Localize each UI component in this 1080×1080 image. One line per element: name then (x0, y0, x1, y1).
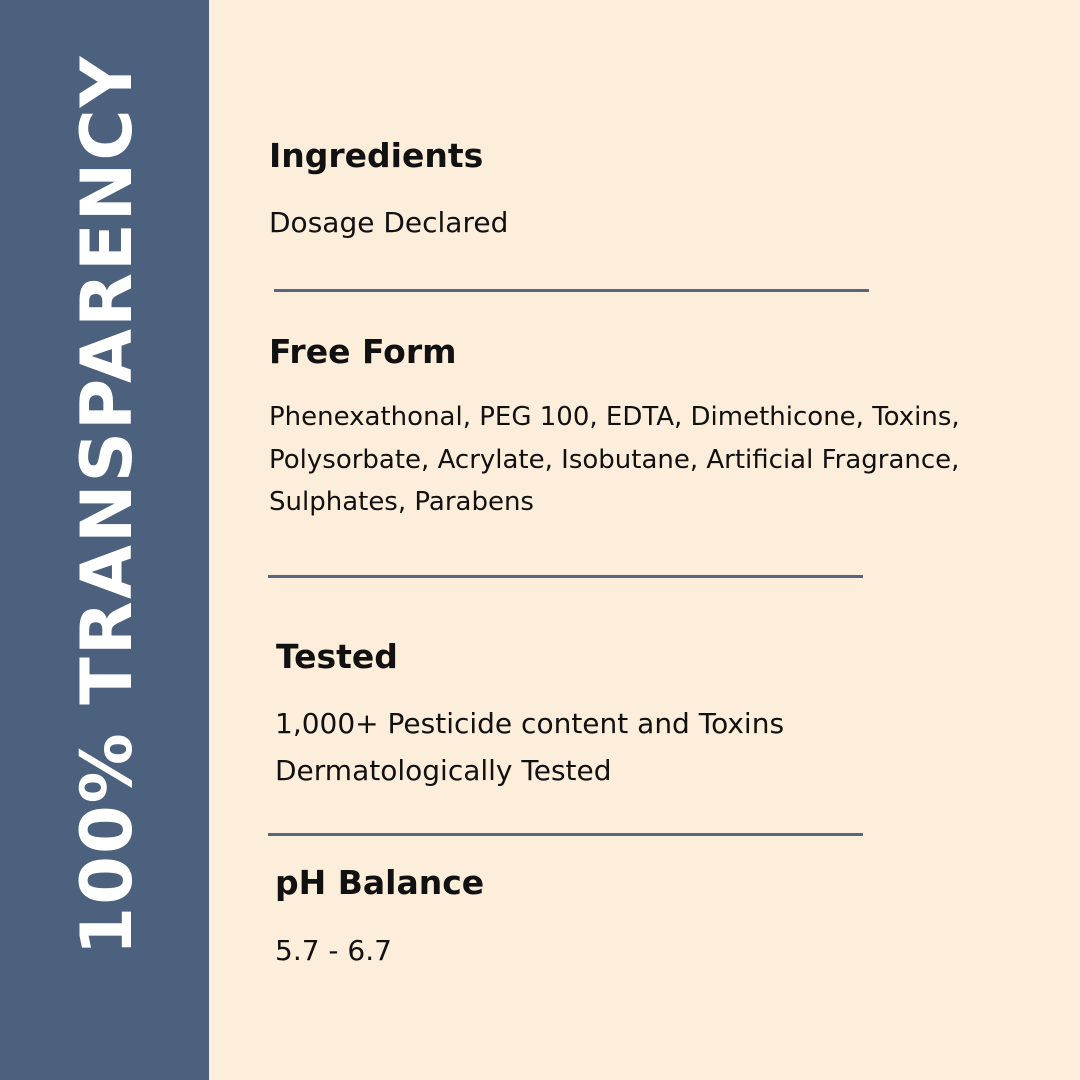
section-heading-ingredients: Ingredients (269, 136, 484, 175)
section-heading-ph-balance: pH Balance (275, 863, 485, 902)
section-divider (268, 575, 863, 578)
vertical-title: 100% TRANSPARENCY (66, 54, 148, 956)
section-text-tested-line-1: 1,000+ Pesticide content and Toxins (275, 707, 785, 740)
section-divider (268, 833, 863, 836)
section-heading-tested: Tested (276, 637, 398, 676)
section-text-free-form-line-3: Sulphates, Parabens (269, 487, 534, 517)
section-text-free-form-line-2: Polysorbate, Acrylate, Isobutane, Artificial Fragrance, (269, 445, 960, 475)
section-heading-free-form: Free Form (269, 332, 457, 371)
section-text-ingredients: Dosage Declared (269, 206, 509, 239)
section-divider (274, 289, 869, 292)
section-text-tested-line-2: Dermatologically Tested (275, 754, 612, 787)
section-text-free-form-line-1: Phenexathonal, PEG 100, EDTA, Dimethicone, Toxins, (269, 402, 960, 432)
section-text-ph-balance: 5.7 - 6.7 (275, 934, 392, 967)
